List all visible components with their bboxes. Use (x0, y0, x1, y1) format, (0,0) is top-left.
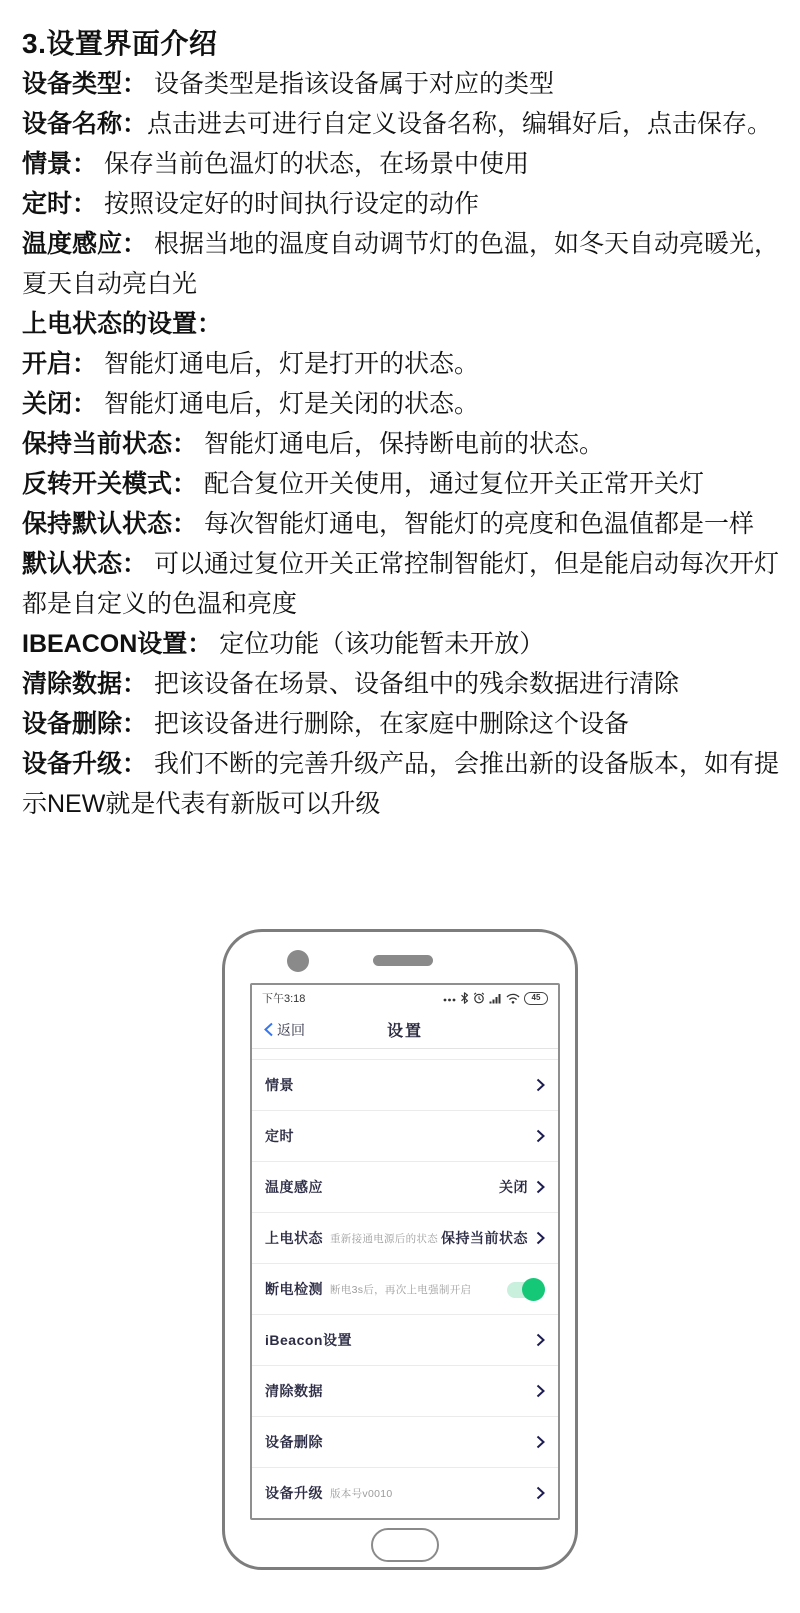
chevron-right-icon (536, 1231, 545, 1245)
doc-line-text: 每次智能灯通电，智能灯的亮度和色温值都是一样 (197, 510, 754, 538)
doc-line-text: 智能灯通电后，灯是关闭的状态。 (97, 390, 479, 418)
phone-screen (250, 983, 560, 1520)
back-label: 返回 (277, 1021, 305, 1038)
row-value: 保持当前状态 (441, 1230, 528, 1246)
power-section-items (22, 344, 786, 624)
doc-line (22, 544, 786, 624)
list-top-spacer (252, 1049, 558, 1059)
power-section-heading: 上电状态的设置： (22, 310, 223, 338)
row-device-upgrade[interactable] (252, 1467, 558, 1518)
doc-line (22, 624, 786, 664)
front-camera-icon (287, 950, 309, 972)
doc-line (22, 664, 786, 704)
doc-intro-paragraphs (22, 64, 786, 304)
doc-line-lead: 设备类型： (22, 70, 148, 98)
doc-line-lead: 定时： (22, 190, 98, 218)
row-label: 断电检测 (265, 1281, 323, 1297)
row-timer[interactable] (252, 1110, 558, 1161)
doc-line-text: 保存当前色温灯的状态，在场景中使用 (97, 150, 529, 178)
doc-line-lead: 反转开关模式： (22, 470, 198, 498)
wifi-icon (506, 993, 520, 1004)
page-title: 设置 (386, 1023, 423, 1041)
row-label: 设备升级 (265, 1485, 323, 1501)
doc-line-lead: 设备升级： (22, 750, 148, 778)
signal-strength-icon (489, 993, 502, 1004)
doc-line (22, 144, 786, 184)
row-sublabel: 断电3s后，再次上电强制开启 (330, 1283, 472, 1296)
doc-line (22, 744, 786, 824)
toggle-knob (522, 1278, 545, 1301)
doc-line-text: 按照设定好的时间执行设定的动作 (97, 190, 479, 218)
chevron-right-icon (536, 1435, 545, 1449)
row-ibeacon-settings[interactable] (252, 1314, 558, 1365)
doc-line (22, 504, 786, 544)
doc-line-text: 我们不断的完善升级产品，会推出新的设备版本，如有提示NEW就是代表有新版可以升级 (22, 750, 779, 818)
earpiece-speaker-icon (373, 955, 433, 966)
home-button[interactable] (371, 1528, 439, 1562)
doc-line-text: 智能灯通电后，灯是打开的状态。 (97, 350, 479, 378)
row-sublabel: 重新接通电源后的状态 (330, 1232, 438, 1245)
status-icons (443, 992, 548, 1005)
status-time: 下午3:18 (262, 993, 306, 1006)
row-label: 清除数据 (265, 1383, 323, 1399)
row-power-on-state[interactable] (252, 1212, 558, 1263)
doc-line (22, 184, 786, 224)
doc-line-lead: 保持当前状态： (22, 430, 198, 458)
doc-line-text: 把该设备在场景、设备组中的残余数据进行清除 (147, 670, 679, 698)
power-off-detection-toggle[interactable] (507, 1278, 545, 1301)
doc-line-lead: 情景： (22, 150, 98, 178)
doc-line-lead: 开启： (22, 350, 98, 378)
doc-line-text: 智能灯通电后，保持断电前的状态。 (197, 430, 604, 458)
row-label: 温度感应 (265, 1179, 323, 1195)
doc-line-lead: 设备删除： (22, 710, 148, 738)
doc-line-text: 点击进去可进行自定义设备名称，编辑好后，点击保存。 (147, 110, 773, 138)
doc-line (22, 424, 786, 464)
doc-line-lead: 清除数据： (22, 670, 148, 698)
chevron-right-icon (536, 1078, 545, 1092)
chevron-right-icon (536, 1333, 545, 1347)
doc-line-lead: 温度感应： (22, 230, 148, 258)
doc-line (22, 464, 786, 504)
alarm-clock-icon (473, 992, 485, 1004)
row-scene[interactable] (252, 1059, 558, 1110)
doc-line-lead: 保持默认状态： (22, 510, 198, 538)
row-clear-data[interactable] (252, 1365, 558, 1416)
doc-outro-paragraphs (22, 624, 786, 824)
document-section (22, 24, 786, 824)
doc-line-text: 把该设备进行删除，在家庭中删除这个设备 (147, 710, 629, 738)
status-bar (252, 985, 558, 1012)
row-sublabel: 版本号v0010 (330, 1487, 393, 1500)
row-delete-device[interactable] (252, 1416, 558, 1467)
doc-line (22, 64, 786, 104)
doc-line (22, 384, 786, 424)
doc-line-lead: 设备名称： (22, 110, 148, 138)
row-label: iBeacon设置 (265, 1332, 352, 1348)
row-label: 定时 (265, 1128, 294, 1144)
row-label: 情景 (265, 1077, 294, 1093)
chevron-right-icon (536, 1486, 545, 1500)
doc-line (22, 344, 786, 384)
chevron-right-icon (536, 1129, 545, 1143)
bluetooth-icon (460, 992, 469, 1004)
doc-line-lead: 关闭： (22, 390, 98, 418)
doc-title: 3.设置界面介绍 (22, 28, 218, 59)
doc-line (22, 704, 786, 744)
doc-line-text: 定位功能（该功能暂未开放） (212, 630, 545, 658)
doc-line-lead: IBEACON设置： (22, 630, 213, 658)
chevron-right-icon (536, 1384, 545, 1398)
doc-line-text: 设备类型是指该设备属于对应的类型 (147, 70, 554, 98)
chevron-right-icon (536, 1180, 545, 1194)
doc-line-text: 可以通过复位开关正常控制智能灯，但是能启动每次开灯都是自定义的色温和亮度 (22, 550, 779, 618)
doc-line (22, 104, 786, 144)
doc-line-text: 配合复位开关使用，通过复位开关正常开关灯 (197, 470, 704, 498)
doc-line-text: 根据当地的温度自动调节灯的色温，如冬天自动亮暖光，夏天自动亮白光 (22, 230, 779, 298)
row-temperature-sensing[interactable] (252, 1161, 558, 1212)
row-power-off-detection[interactable] (252, 1263, 558, 1314)
battery-icon: 45 (524, 992, 548, 1005)
row-label: 上电状态 (265, 1230, 323, 1246)
row-label: 设备删除 (265, 1434, 323, 1450)
doc-line (22, 224, 786, 304)
settings-list (252, 1059, 558, 1518)
more-dots-icon (443, 993, 456, 1004)
row-value: 关闭 (499, 1179, 528, 1195)
nav-bar (252, 1012, 558, 1050)
doc-line-lead: 默认状态： (22, 550, 148, 578)
phone-mockup (222, 929, 578, 1570)
